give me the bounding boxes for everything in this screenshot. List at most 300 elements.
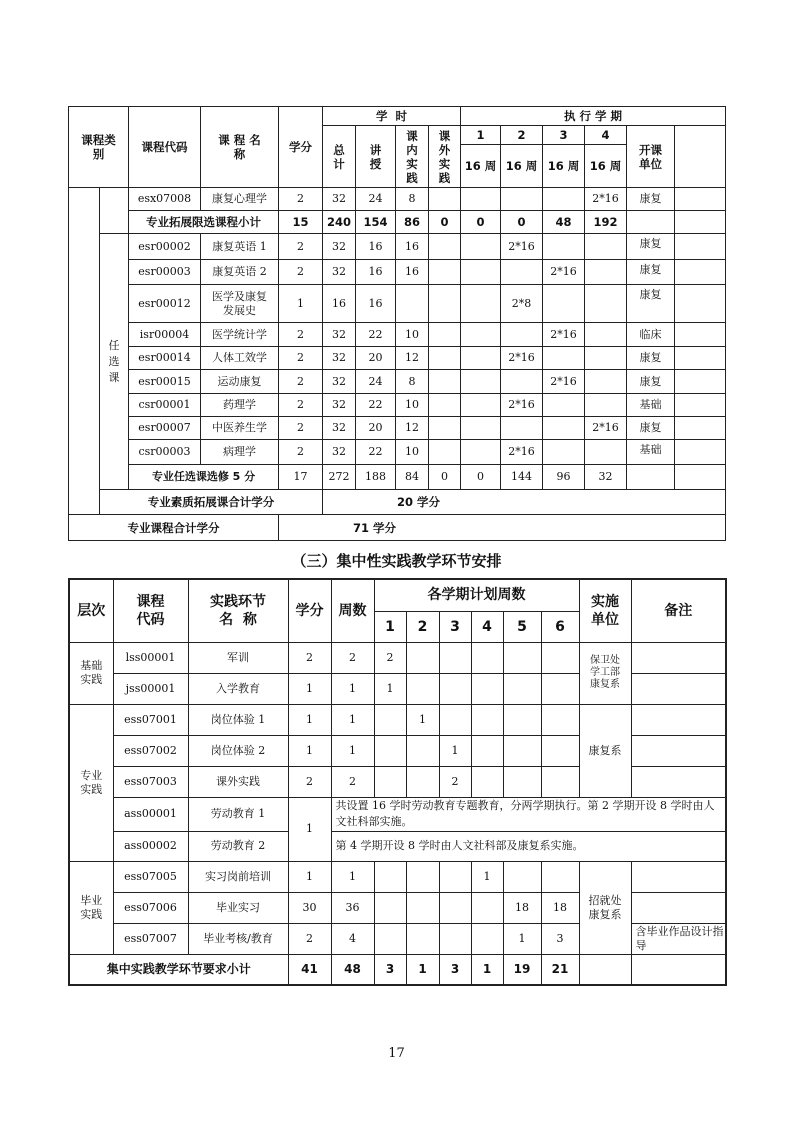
level-label: 毕业实践 bbox=[69, 861, 113, 954]
subtotal-dept bbox=[627, 211, 675, 234]
sem-2 bbox=[406, 892, 439, 923]
header-name: 课 程 名 称 bbox=[201, 107, 279, 188]
page-number: 17 bbox=[388, 1046, 405, 1061]
table-row bbox=[69, 370, 726, 394]
sem-1 bbox=[374, 735, 406, 766]
sem-4 bbox=[471, 673, 503, 704]
sem3 bbox=[543, 440, 585, 465]
course-code: isr00004 bbox=[129, 323, 201, 347]
credit: 2 bbox=[279, 234, 323, 260]
header-in-class-practice: 课内实践 bbox=[396, 126, 429, 188]
sem4 bbox=[585, 347, 627, 370]
hours-out bbox=[429, 394, 461, 417]
sem-3: 2 bbox=[439, 766, 471, 797]
sem1 bbox=[461, 417, 501, 440]
hours-lecture: 24 bbox=[356, 188, 396, 211]
weeks: 36 bbox=[331, 892, 374, 923]
practice-name: 劳动教育 2 bbox=[188, 831, 288, 861]
weeks: 2 bbox=[331, 642, 374, 673]
total-sem-5: 19 bbox=[503, 954, 541, 985]
sem-4 bbox=[471, 892, 503, 923]
note bbox=[675, 370, 726, 394]
header-level: 层次 bbox=[69, 579, 113, 642]
note bbox=[631, 704, 726, 735]
sem-4: 1 bbox=[471, 861, 503, 892]
sem2 bbox=[501, 188, 543, 211]
practice-name: 入学教育 bbox=[188, 673, 288, 704]
sem4 bbox=[585, 370, 627, 394]
practice-name: 毕业考核/教育 bbox=[188, 923, 288, 954]
subtotal-total: 240 bbox=[323, 211, 356, 234]
unit: 保卫处学工部康复系 bbox=[579, 642, 631, 704]
header-note: 备注 bbox=[631, 579, 726, 642]
sum-value: 20 学分 bbox=[323, 490, 726, 515]
sem4: 2*16 bbox=[585, 417, 627, 440]
credit: 1 bbox=[288, 735, 331, 766]
hours-in: 12 bbox=[396, 347, 429, 370]
hours-total: 32 bbox=[323, 370, 356, 394]
credit: 2 bbox=[279, 417, 323, 440]
table-row bbox=[69, 642, 726, 673]
dept: 康复 bbox=[627, 285, 675, 323]
header-sem-2: 2 bbox=[406, 611, 439, 642]
subtotal-total: 272 bbox=[323, 465, 356, 490]
dept: 康复 bbox=[627, 417, 675, 440]
sem3 bbox=[543, 417, 585, 440]
weeks: 1 bbox=[331, 673, 374, 704]
table-row bbox=[69, 440, 726, 465]
total-weeks: 48 bbox=[331, 954, 374, 985]
hours-lecture: 16 bbox=[356, 234, 396, 260]
hours-lecture: 22 bbox=[356, 323, 396, 347]
sem-3 bbox=[439, 892, 471, 923]
hours-total: 32 bbox=[323, 417, 356, 440]
dept: 基础 bbox=[627, 394, 675, 417]
table-row bbox=[69, 234, 726, 260]
course-code: esx07008 bbox=[129, 188, 201, 211]
header-sem1: 1 bbox=[461, 126, 501, 145]
note bbox=[631, 673, 726, 704]
subtotal-label: 专业拓展限选课程小计 bbox=[129, 211, 279, 234]
sem-3 bbox=[439, 861, 471, 892]
sem4 bbox=[585, 260, 627, 285]
total-sem-2: 1 bbox=[406, 954, 439, 985]
sum-row bbox=[69, 515, 726, 541]
sem1 bbox=[461, 440, 501, 465]
elective-subtotal-row bbox=[69, 465, 726, 490]
header-weeks4: 16 周 bbox=[585, 145, 627, 188]
course-code: csr00001 bbox=[129, 394, 201, 417]
sem-4 bbox=[471, 766, 503, 797]
sem1 bbox=[461, 394, 501, 417]
course-code: lss00001 bbox=[113, 642, 188, 673]
course-name: 医学统计学 bbox=[201, 323, 279, 347]
note bbox=[675, 323, 726, 347]
course-code: ess07007 bbox=[113, 923, 188, 954]
unit: 招就处康复系 bbox=[579, 861, 631, 954]
practice-name: 军训 bbox=[188, 642, 288, 673]
hours-in: 16 bbox=[396, 260, 429, 285]
note bbox=[631, 892, 726, 923]
weeks: 1 bbox=[331, 735, 374, 766]
sem-2: 1 bbox=[406, 704, 439, 735]
hours-total: 16 bbox=[323, 285, 356, 323]
header-weeks3: 16 周 bbox=[543, 145, 585, 188]
note bbox=[631, 766, 726, 797]
hours-in: 10 bbox=[396, 440, 429, 465]
total-credit: 41 bbox=[288, 954, 331, 985]
subtotal-credit: 17 bbox=[279, 465, 323, 490]
sem-6 bbox=[541, 861, 579, 892]
sem2: 2*16 bbox=[501, 394, 543, 417]
sem3: 2*16 bbox=[543, 260, 585, 285]
elective-label: 任选课 bbox=[100, 234, 129, 490]
sem-2 bbox=[406, 861, 439, 892]
sem2: 2*16 bbox=[501, 440, 543, 465]
sem-1 bbox=[374, 704, 406, 735]
sem1 bbox=[461, 323, 501, 347]
credit: 2 bbox=[288, 642, 331, 673]
hours-out bbox=[429, 234, 461, 260]
total-sem-4: 1 bbox=[471, 954, 503, 985]
sem4 bbox=[585, 440, 627, 465]
header-unit: 实施单位 bbox=[579, 579, 631, 642]
total-unit bbox=[579, 954, 631, 985]
course-code: jss00001 bbox=[113, 673, 188, 704]
sem-6 bbox=[541, 673, 579, 704]
dept: 康复 bbox=[627, 347, 675, 370]
sem1 bbox=[461, 285, 501, 323]
credit: 2 bbox=[279, 188, 323, 211]
header-weeks: 周数 bbox=[331, 579, 374, 642]
sem-1: 1 bbox=[374, 673, 406, 704]
hours-lecture: 24 bbox=[356, 370, 396, 394]
note bbox=[631, 735, 726, 766]
table-row bbox=[69, 260, 726, 285]
total-row bbox=[69, 954, 726, 985]
hours-out bbox=[429, 260, 461, 285]
subtotal-s4: 192 bbox=[585, 211, 627, 234]
sem-2 bbox=[406, 673, 439, 704]
header-lecture: 讲授 bbox=[356, 126, 396, 188]
table-row bbox=[69, 831, 726, 861]
credit: 2 bbox=[279, 260, 323, 285]
subtotal-s2: 0 bbox=[501, 211, 543, 234]
course-name: 康复心理学 bbox=[201, 188, 279, 211]
sem2 bbox=[501, 370, 543, 394]
sem-3 bbox=[439, 642, 471, 673]
course-code: esr00002 bbox=[129, 234, 201, 260]
practice-name: 实习岗前培训 bbox=[188, 861, 288, 892]
subtotal-s1: 0 bbox=[461, 465, 501, 490]
sem2: 2*16 bbox=[501, 347, 543, 370]
sem3 bbox=[543, 234, 585, 260]
sum-row bbox=[69, 490, 726, 515]
dept: 康复 bbox=[627, 260, 675, 285]
labor-credit: 1 bbox=[288, 797, 331, 861]
level-label: 专业实践 bbox=[69, 704, 113, 861]
sem2: 2*8 bbox=[501, 285, 543, 323]
hours-total: 32 bbox=[323, 347, 356, 370]
sem-3 bbox=[439, 704, 471, 735]
sem-3 bbox=[439, 673, 471, 704]
course-code: ass00002 bbox=[113, 831, 188, 861]
sum-label: 专业课程合计学分 bbox=[69, 515, 279, 541]
header-sem-3: 3 bbox=[439, 611, 471, 642]
sem-6 bbox=[541, 704, 579, 735]
total-label: 集中实践教学环节要求小计 bbox=[69, 954, 288, 985]
header-credit: 学分 bbox=[279, 107, 323, 188]
section-title: （三）集中性实践教学环节安排 bbox=[291, 552, 502, 570]
practice-name: 岗位体验 1 bbox=[188, 704, 288, 735]
header-semester-weeks: 各学期计划周数 bbox=[374, 579, 579, 611]
sem-5 bbox=[503, 766, 541, 797]
practice-name: 毕业实习 bbox=[188, 892, 288, 923]
subcategory-cell-empty bbox=[100, 188, 129, 234]
header-out-class-practice: 课外实践 bbox=[429, 126, 461, 188]
sem-4 bbox=[471, 735, 503, 766]
practice-table bbox=[68, 578, 727, 986]
course-name: 医学及康复发展史 bbox=[201, 285, 279, 323]
subtotal-s4: 32 bbox=[585, 465, 627, 490]
subtotal-in: 86 bbox=[396, 211, 429, 234]
course-code: esr00012 bbox=[129, 285, 201, 323]
hours-in bbox=[396, 285, 429, 323]
sem3 bbox=[543, 285, 585, 323]
hours-out bbox=[429, 323, 461, 347]
course-code: ess07003 bbox=[113, 766, 188, 797]
labor-description: 第 4 学期开设 8 学时由人文社科部及康复系实施。 bbox=[331, 831, 726, 861]
sem-2 bbox=[406, 766, 439, 797]
sem2 bbox=[501, 260, 543, 285]
header-code: 课程代码 bbox=[129, 107, 201, 188]
sem-4 bbox=[471, 642, 503, 673]
credit: 2 bbox=[279, 323, 323, 347]
sem-1 bbox=[374, 892, 406, 923]
note bbox=[631, 642, 726, 673]
sem-2 bbox=[406, 923, 439, 954]
weeks: 1 bbox=[331, 861, 374, 892]
hours-lecture: 20 bbox=[356, 347, 396, 370]
sem-1 bbox=[374, 861, 406, 892]
sem-5 bbox=[503, 704, 541, 735]
course-code: esr00003 bbox=[129, 260, 201, 285]
course-code: ess07001 bbox=[113, 704, 188, 735]
credit: 1 bbox=[279, 285, 323, 323]
header-sem-5: 5 bbox=[503, 611, 541, 642]
limited-subtotal-row bbox=[69, 211, 726, 234]
note bbox=[675, 394, 726, 417]
sem-1: 2 bbox=[374, 642, 406, 673]
sem-4 bbox=[471, 923, 503, 954]
practice-name: 课外实践 bbox=[188, 766, 288, 797]
hours-total: 32 bbox=[323, 260, 356, 285]
header-hours: 学 时 bbox=[323, 107, 461, 126]
hours-in: 8 bbox=[396, 370, 429, 394]
sem-5 bbox=[503, 642, 541, 673]
hours-in: 8 bbox=[396, 188, 429, 211]
hours-in: 10 bbox=[396, 394, 429, 417]
course-code: ess07005 bbox=[113, 861, 188, 892]
hours-lecture: 16 bbox=[356, 260, 396, 285]
sem-5 bbox=[503, 861, 541, 892]
header-semesters: 执 行 学 期 bbox=[461, 107, 726, 126]
sem4 bbox=[585, 285, 627, 323]
weeks: 1 bbox=[331, 704, 374, 735]
course-code: esr00014 bbox=[129, 347, 201, 370]
sem-4 bbox=[471, 704, 503, 735]
credit: 2 bbox=[279, 394, 323, 417]
subtotal-label: 专业任选课选修 5 分 bbox=[129, 465, 279, 490]
sem1 bbox=[461, 347, 501, 370]
table-row bbox=[69, 188, 726, 211]
sem-6: 3 bbox=[541, 923, 579, 954]
credit: 2 bbox=[279, 440, 323, 465]
table-row bbox=[69, 861, 726, 892]
hours-in: 10 bbox=[396, 323, 429, 347]
subtotal-lecture: 154 bbox=[356, 211, 396, 234]
course-name: 药理学 bbox=[201, 394, 279, 417]
credit: 2 bbox=[279, 370, 323, 394]
note bbox=[675, 347, 726, 370]
practice-name: 岗位体验 2 bbox=[188, 735, 288, 766]
sem2 bbox=[501, 323, 543, 347]
sem1 bbox=[461, 370, 501, 394]
course-name: 病理学 bbox=[201, 440, 279, 465]
note bbox=[631, 861, 726, 892]
total-sem-3: 3 bbox=[439, 954, 471, 985]
course-code: esr00007 bbox=[129, 417, 201, 440]
sum-label: 专业素质拓展课合计学分 bbox=[100, 490, 323, 515]
course-code: ess07006 bbox=[113, 892, 188, 923]
sem-5: 18 bbox=[503, 892, 541, 923]
hours-total: 32 bbox=[323, 234, 356, 260]
sem-6 bbox=[541, 642, 579, 673]
dept: 康复 bbox=[627, 234, 675, 260]
table-row bbox=[69, 797, 726, 831]
course-code: ass00001 bbox=[113, 797, 188, 831]
sem-3 bbox=[439, 923, 471, 954]
sem-3: 1 bbox=[439, 735, 471, 766]
header-sem-1: 1 bbox=[374, 611, 406, 642]
dept: 康复 bbox=[627, 188, 675, 211]
hours-lecture: 20 bbox=[356, 417, 396, 440]
sem-5 bbox=[503, 735, 541, 766]
hours-out bbox=[429, 188, 461, 211]
hours-total: 32 bbox=[323, 394, 356, 417]
sem2 bbox=[501, 417, 543, 440]
table-row bbox=[69, 417, 726, 440]
sem3 bbox=[543, 394, 585, 417]
header-credit: 学分 bbox=[288, 579, 331, 642]
hours-out bbox=[429, 370, 461, 394]
table-row bbox=[69, 285, 726, 323]
header-name: 实践环节名 称 bbox=[188, 579, 288, 642]
subtotal-lecture: 188 bbox=[356, 465, 396, 490]
note bbox=[675, 440, 726, 465]
total-sem-6: 21 bbox=[541, 954, 579, 985]
credit: 30 bbox=[288, 892, 331, 923]
note bbox=[675, 234, 726, 260]
weeks: 4 bbox=[331, 923, 374, 954]
sem1 bbox=[461, 234, 501, 260]
table-row bbox=[69, 323, 726, 347]
subtotal-in: 84 bbox=[396, 465, 429, 490]
subtotal-s1: 0 bbox=[461, 211, 501, 234]
subtotal-out: 0 bbox=[429, 465, 461, 490]
course-code: csr00003 bbox=[129, 440, 201, 465]
sem3: 2*16 bbox=[543, 370, 585, 394]
header-category: 课程类别 bbox=[69, 107, 129, 188]
hours-total: 32 bbox=[323, 440, 356, 465]
note bbox=[675, 285, 726, 323]
header-weeks1: 16 周 bbox=[461, 145, 501, 188]
sem-6: 18 bbox=[541, 892, 579, 923]
sem2: 2*16 bbox=[501, 234, 543, 260]
header-sem3: 3 bbox=[543, 126, 585, 145]
sem-2 bbox=[406, 735, 439, 766]
hours-lecture: 22 bbox=[356, 440, 396, 465]
subtotal-s3: 48 bbox=[543, 211, 585, 234]
sem-1 bbox=[374, 766, 406, 797]
sem-2 bbox=[406, 642, 439, 673]
level-label: 基础实践 bbox=[69, 642, 113, 704]
total-sem-1: 3 bbox=[374, 954, 406, 985]
sem3 bbox=[543, 188, 585, 211]
hours-lecture: 22 bbox=[356, 394, 396, 417]
hours-total: 32 bbox=[323, 188, 356, 211]
sum-value: 71 学分 bbox=[279, 515, 726, 541]
subtotal-out: 0 bbox=[429, 211, 461, 234]
table-row bbox=[69, 704, 726, 735]
practice-name: 劳动教育 1 bbox=[188, 797, 288, 831]
table-row bbox=[69, 347, 726, 370]
sem-6 bbox=[541, 735, 579, 766]
credit: 2 bbox=[288, 923, 331, 954]
dept: 基础 bbox=[627, 440, 675, 465]
sem-1 bbox=[374, 923, 406, 954]
note bbox=[675, 188, 726, 211]
sem4 bbox=[585, 323, 627, 347]
labor-description: 共设置 16 学时劳动教育专题教育，分两学期执行。第 2 学期开设 8 学时由人文社科部实施。 bbox=[331, 797, 726, 831]
header-weeks2: 16 周 bbox=[501, 145, 543, 188]
subtotal-s3: 96 bbox=[543, 465, 585, 490]
course-name: 康复英语 1 bbox=[201, 234, 279, 260]
sem-5 bbox=[503, 673, 541, 704]
credit: 2 bbox=[279, 347, 323, 370]
weeks: 2 bbox=[331, 766, 374, 797]
hours-in: 12 bbox=[396, 417, 429, 440]
credit: 1 bbox=[288, 861, 331, 892]
subtotal-credit: 15 bbox=[279, 211, 323, 234]
header-code: 课程代码 bbox=[113, 579, 188, 642]
hours-out bbox=[429, 347, 461, 370]
note: 含毕业作品设计指导 bbox=[631, 923, 726, 954]
hours-out bbox=[429, 285, 461, 323]
course-name: 运动康复 bbox=[201, 370, 279, 394]
dept: 临床 bbox=[627, 323, 675, 347]
header-dept: 开课单位 bbox=[627, 126, 675, 188]
sem3 bbox=[543, 347, 585, 370]
subtotal-dept bbox=[627, 465, 675, 490]
header-sem4: 4 bbox=[585, 126, 627, 145]
sem-6 bbox=[541, 766, 579, 797]
sem4 bbox=[585, 394, 627, 417]
sem3: 2*16 bbox=[543, 323, 585, 347]
sem-5: 1 bbox=[503, 923, 541, 954]
course-table bbox=[68, 106, 726, 541]
header-sem2: 2 bbox=[501, 126, 543, 145]
